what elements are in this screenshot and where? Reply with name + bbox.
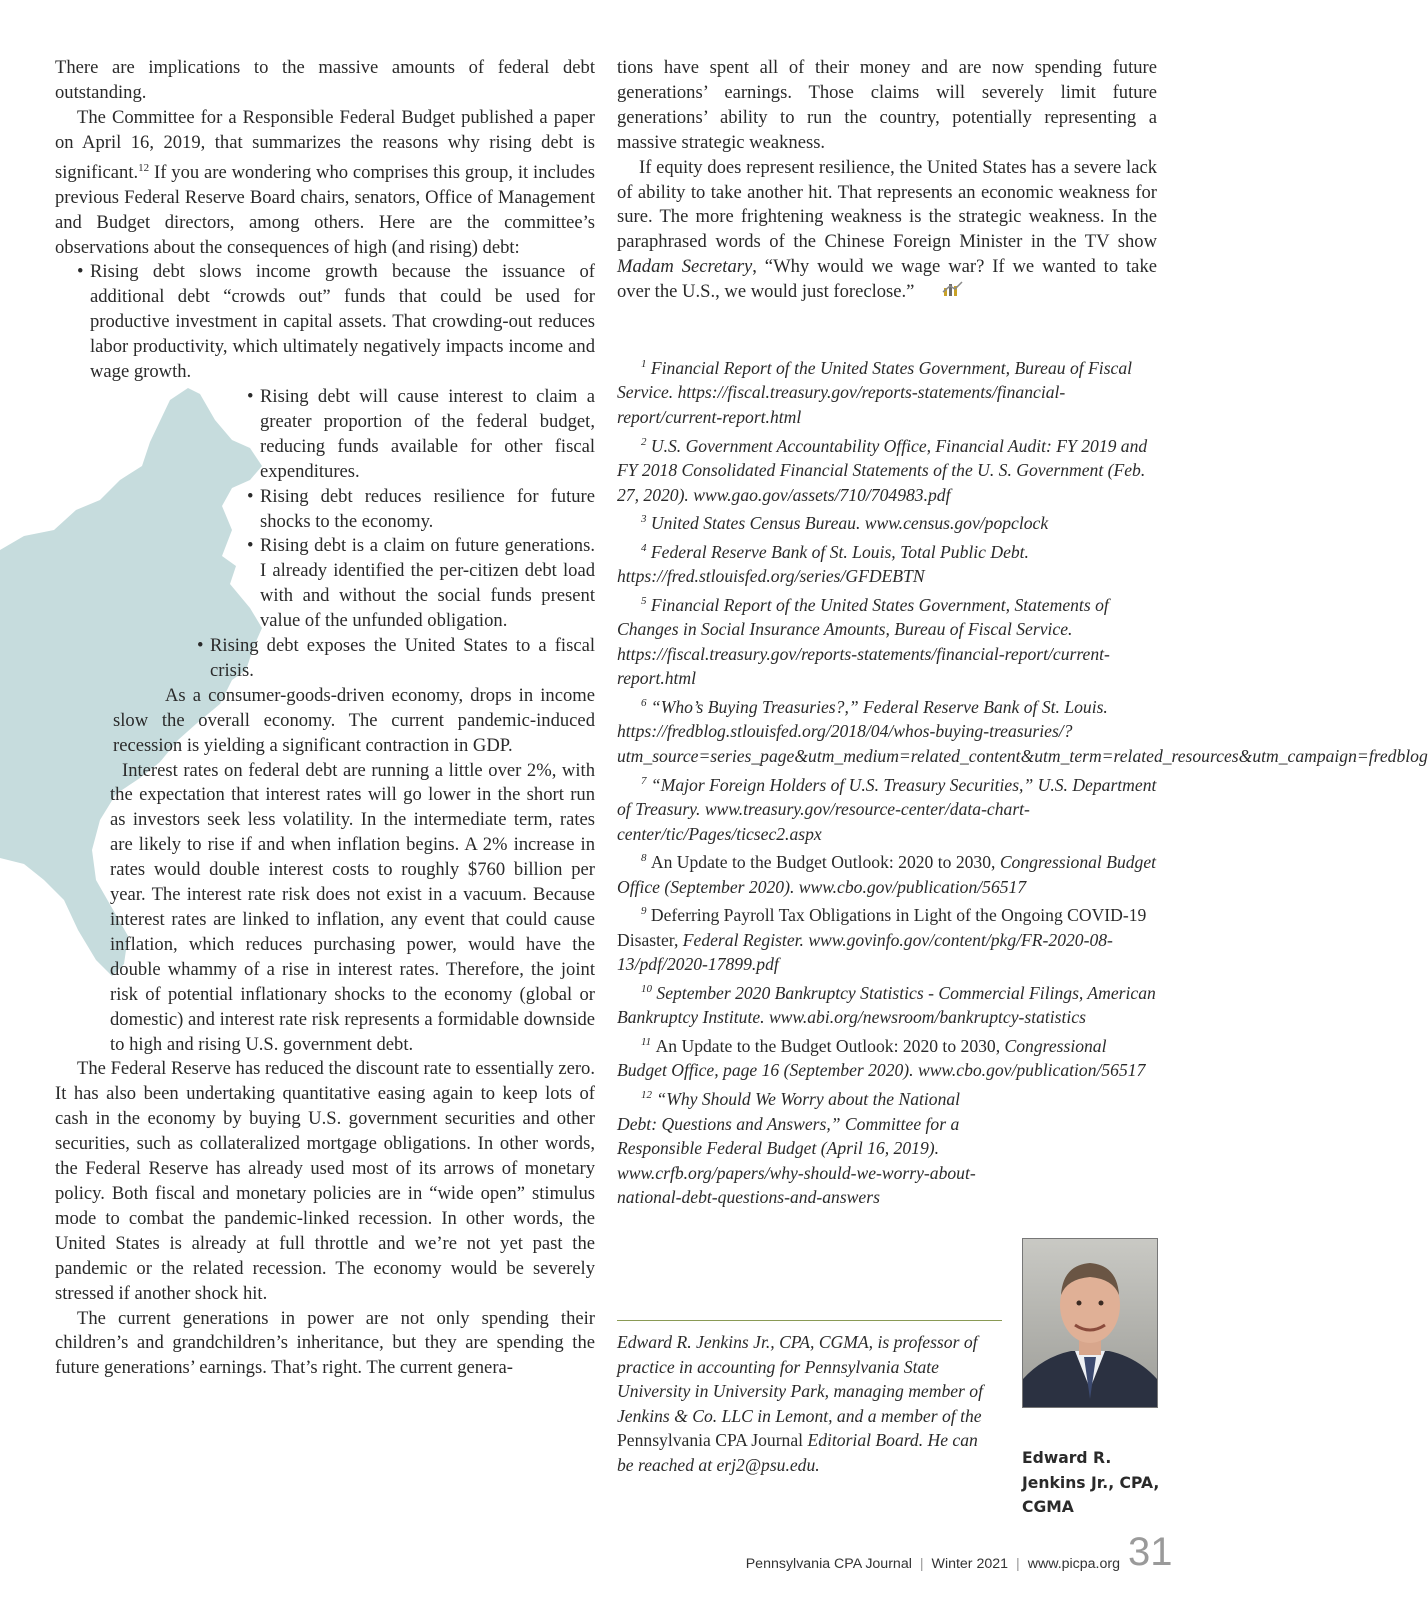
paragraph-generations: The current generations in power are not only spending their children’s and grandchildren’s inheritance, but they are spending the future generations’ earnings. That’s right. The current genera- bbox=[55, 1307, 595, 1379]
photo-caption: Edward R. Jenkins Jr., CPA, CGMA bbox=[1022, 1449, 1160, 1517]
footnote: $^3$ United States Census Bureau. www.census.gov/popclock bbox=[641, 513, 1049, 534]
paragraph-federal-reserve: The Federal Reserve has reduced the discount rate to essentially zero. It has also been undertaking quantitative easing again to keep lots of cash in the economy by buying U.S. government securities and other securities, such as collateralized mortgage obligations. In other words, the Federal Reserve has already used most of its arrows of monetary policy. Both fiscal and monetary policies are in “wide open” stimulus mode to combat the pandemic-linked recession. In other words, the United States is already at full throttle and we’re not yet past the pandemic or the related recession. The economy would be severely stressed if another shock hit. bbox=[55, 1058, 595, 1304]
footnote: $^6$ “Who’s Buying Treasuries?,” Federal Reserve Bank of St. Louis. https://fredblog.stlouisfed.org/2018/04/whos-buying-treasuries/?utm_source=series_page&utm_medium=related_content&utm_term=related_resources&utm_campaign=fredblog bbox=[617, 696, 1428, 767]
footer-journal: Pennsylvania CPA Journal bbox=[745, 1556, 912, 1572]
footer-website: www.picpa.org bbox=[1027, 1556, 1120, 1572]
footnote: $^{12}$ “Why Should We Worry about the National Debt: Questions and Answers,” Committee for a Responsible Federal Budget (April 16, 2019). www.crfb.org/papers/why-should-we-worry-about-national-debt-questions-and-answers bbox=[617, 1088, 976, 1208]
bullet-item: • Rising debt exposes the United States to a fiscal crisis. bbox=[197, 635, 595, 681]
footer-separator: | bbox=[1016, 1556, 1020, 1572]
footer-separator: | bbox=[919, 1556, 924, 1572]
bullet-dot-icon: • bbox=[247, 535, 254, 557]
footer-issue: Winter 2021 bbox=[931, 1556, 1009, 1572]
bio-divider bbox=[617, 1320, 1002, 1321]
right-column bbox=[617, 56, 1157, 306]
bullet-dot-icon: • bbox=[197, 635, 204, 657]
bullet-dot-icon: • bbox=[247, 385, 254, 407]
paragraph-equity: If equity does represent resilience, the United States has a severe lack of ability to take another hit. That represents an economic weakness for sure. The more frightening weakness is the strategic weakness. In the paraphrased words of the Chinese Foreign Minister in the TV show Madam Secretary, “Why would we wage war? If we wanted to take over the U.S., we would just foreclose.” bbox=[617, 156, 1157, 306]
footnote: $^{11}$ An Update to the Budget Outlook: 2020 to 2030, Congressional Budget Office, page 16 (September 2020). www.cbo.gov/publication/56517 bbox=[617, 1035, 1146, 1081]
footnote: $^7$ “Major Foreign Holders of U.S. Treasury Securities,” U.S. Department of Treasury. www.treasury.gov/resource-center/data-chart-center/tic/Pages/ticsec2.aspx bbox=[617, 774, 1157, 844]
paragraph-interest-rates: Interest rates on federal debt are running a little over 2%, with the expectation that interest rates will go lower in the short run as investors seek less volatility. In the intermediate term, rates are likely to rise if and when inflation begins. A 2% increase in rates would double interest costs to roughly $760 billion per year. The interest rate risk does not exist in a vacuum. Because interest rates are linked to inflation, any event that could cause inflation, which reduces purchasing power, would have the double whammy of a rise in interest rates. Therefore, the joint risk of potential inflationary shocks to the economy (global or domestic) and interest rate risk represents a formidable downside to high and rising U.S. government debt. bbox=[110, 759, 595, 1055]
journal-name: Pennsylvania CPA Journal bbox=[617, 1430, 804, 1451]
bullet-item: • Rising debt is a claim on future generations. I already identified the per-citizen debt load with and without the social funds present value of the unfunded obligation. bbox=[247, 535, 595, 632]
footnote: $^{10}$ September 2020 Bankruptcy Statistics - Commercial Filings, American Bankruptcy Institute. www.abi.org/newsroom/bankruptcy-statistics bbox=[617, 982, 1156, 1028]
footnote: $^2$ U.S. Government Accountability Office, Financial Audit: FY 2019 and FY 2018 Consolidated Financial Statements of the U. S. Government (Feb. 27, 2020). www.gao.gov/assets/710/704983.pdf bbox=[617, 435, 1148, 505]
author-photo bbox=[1022, 1238, 1158, 1408]
footnote: $^8$ An Update to the Budget Outlook: 2020 to 2030, Congressional Budget Office (September 2020). www.cbo.gov/publication/56517 bbox=[617, 852, 1157, 897]
left-column bbox=[55, 56, 595, 1381]
footnotes bbox=[617, 352, 1428, 1210]
page-footer bbox=[700, 1556, 1120, 1572]
bullet-item: • Rising debt reduces resilience for future shocks to the economy. bbox=[247, 485, 595, 532]
paragraph-intro: There are implications to the massive amounts of federal debt outstanding. bbox=[55, 57, 595, 103]
paragraph-continued: tions have spent all of their money and are now spending future generations’ earnings. Those claims will severely limit future generations’ ability to run the country, potentially representing a massive strategic weakness. bbox=[617, 57, 1157, 153]
page-number: 31 bbox=[1128, 1530, 1173, 1574]
end-of-article-logo-icon bbox=[920, 280, 964, 306]
footnote: $^9$ Deferring Payroll Tax Obligations in Light of the Ongoing COVID-19 Disaster, Federal Register. www.govinfo.gov/content/pkg/FR-2020-08-13/pdf/2020-17899.pdf bbox=[617, 905, 1147, 975]
footnote: $^1$ Financial Report of the United States Government, Bureau of Fiscal Service. https://fiscal.treasury.gov/reports-statements/financial-report/current-report.html bbox=[617, 357, 1133, 428]
footnote-ref: 12 bbox=[138, 161, 150, 174]
bullet-item: • Rising debt slows income growth because the issuance of additional debt “crowds out” funds that could be used for productive investment in capital assets. That crowding-out reduces labor productivity, which ultimately negatively impacts income and wage growth. bbox=[77, 261, 595, 383]
author-bio: Edward R. Jenkins Jr., CPA, CGMA, is professor of practice in accounting for Pennsylvania State University in University Park, managing member of Jenkins & Co. LLC in Lemont, and a member of the Pennsylvania CPA Journal Editorial Board. He can be reached at erj2@psu.edu. bbox=[617, 1332, 983, 1475]
paragraph-consumer-economy: As a consumer-goods-driven economy, drops in income slow the overall economy. The current pandemic-induced recession is yielding a significant contraction in GDP. bbox=[113, 684, 595, 756]
show-title: Madam Secretary bbox=[617, 256, 753, 278]
bullet-dot-icon: • bbox=[77, 261, 84, 283]
bullet-dot-icon: • bbox=[247, 485, 254, 507]
paragraph-committee: The Committee for a Responsible Federal Budget published a paper on April 16, 2019, that summarizes the reasons why rising debt is significant.$^{12}$ If you are wondering who comprises this group, it includes previous Federal Reserve Board chairs, senators, Office of Management and Budget directors, among others. Here are the committee’s observations about the consequences of high (and rising) debt: bbox=[55, 106, 595, 258]
bullet-item: • Rising debt will cause interest to claim a greater proportion of the federal budget, reducing funds available for other fiscal expenditures. bbox=[247, 385, 595, 482]
footnote: $^4$ Federal Reserve Bank of St. Louis, Total Public Debt. https://fred.stlouisfed.org/series/GFDEBTN bbox=[617, 541, 1029, 587]
footnote: $^5$ Financial Report of the United States Government, Statements of Changes in Social Insurance Amounts, Bureau of Fiscal Service. https://fiscal.treasury.gov/reports-statements/financial-report/current-report.html bbox=[617, 594, 1110, 689]
